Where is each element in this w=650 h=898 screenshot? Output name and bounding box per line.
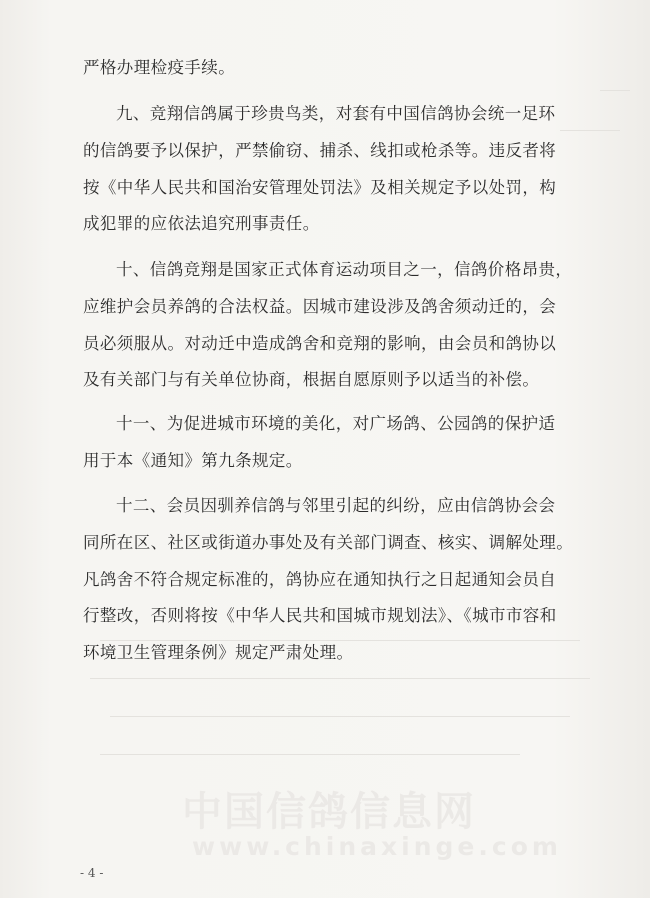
paragraph-9-line-1: 九、竞翔信鸽属于珍贵鸟类，对套有中国信鸽协会统一足环 bbox=[116, 104, 556, 123]
paragraph-12-line-4: 行整改，否则将按《中华人民共和国城市规划法》、《城市市容和 bbox=[83, 606, 557, 625]
paragraph-9-line-4: 成犯罪的应依法追究刑事责任。 bbox=[83, 214, 320, 233]
paragraph-12-line-5: 环境卫生管理条例》规定严肃处理。 bbox=[83, 643, 354, 662]
paragraph-10-line-3: 员必须服从。对动迁中造成鸽舍和竞翔的影响，由会员和鸽协以 bbox=[83, 334, 557, 353]
paragraph-11-line-2: 用于本《通知》第九条规定。 bbox=[83, 451, 303, 470]
bleed-through-mark bbox=[100, 754, 520, 755]
paragraph-11-line-1: 十一、为促进城市环境的美化，对广场鸽、公园鸽的保护适 bbox=[116, 414, 556, 433]
paragraph-10-line-1: 十、信鸽竞翔是国家正式体育运动项目之一，信鸽价格昂贵， bbox=[116, 260, 573, 279]
paragraph-10-line-4: 及有关部门与有关单位协商，根据自愿原则予以适当的补偿。 bbox=[83, 370, 540, 389]
paragraph-9-line-2: 的信鸽要予以保护，严禁偷窃、捕杀、线扣或枪杀等。违反者将 bbox=[83, 141, 557, 160]
bleed-through-mark bbox=[90, 678, 590, 679]
bleed-through-mark bbox=[110, 716, 570, 717]
bleed-through-mark bbox=[560, 130, 620, 131]
page-number: - 4 - bbox=[80, 866, 104, 880]
bleed-through-mark bbox=[100, 640, 580, 641]
paragraph-12-line-3: 凡鸽舍不符合规定标准的，鸽协应在通知执行之日起通知会员自 bbox=[83, 570, 557, 589]
watermark-site-name: 中国信鸽信息网 bbox=[182, 789, 476, 835]
bleed-through-mark bbox=[600, 90, 630, 91]
paragraph-12-line-2: 同所在区、社区或街道办事处及有关部门调查、核实、调解处理。 bbox=[83, 533, 574, 552]
watermark-site-url: www.chinaxinge.com bbox=[192, 832, 562, 861]
paragraph-9-line-3: 按《中华人民共和国治安管理处罚法》及相关规定予以处罚，构 bbox=[83, 178, 557, 197]
paragraph-12-line-1: 十二、会员因驯养信鸽与邻里引起的纠纷，应由信鸽协会会 bbox=[116, 496, 556, 515]
paragraph-10-line-2: 应维护会员养鸽的合法权益。因城市建设涉及鸽舍须动迁的，会 bbox=[83, 297, 557, 316]
paragraph-8-line-1: 严格办理检疫手续。 bbox=[83, 58, 236, 77]
